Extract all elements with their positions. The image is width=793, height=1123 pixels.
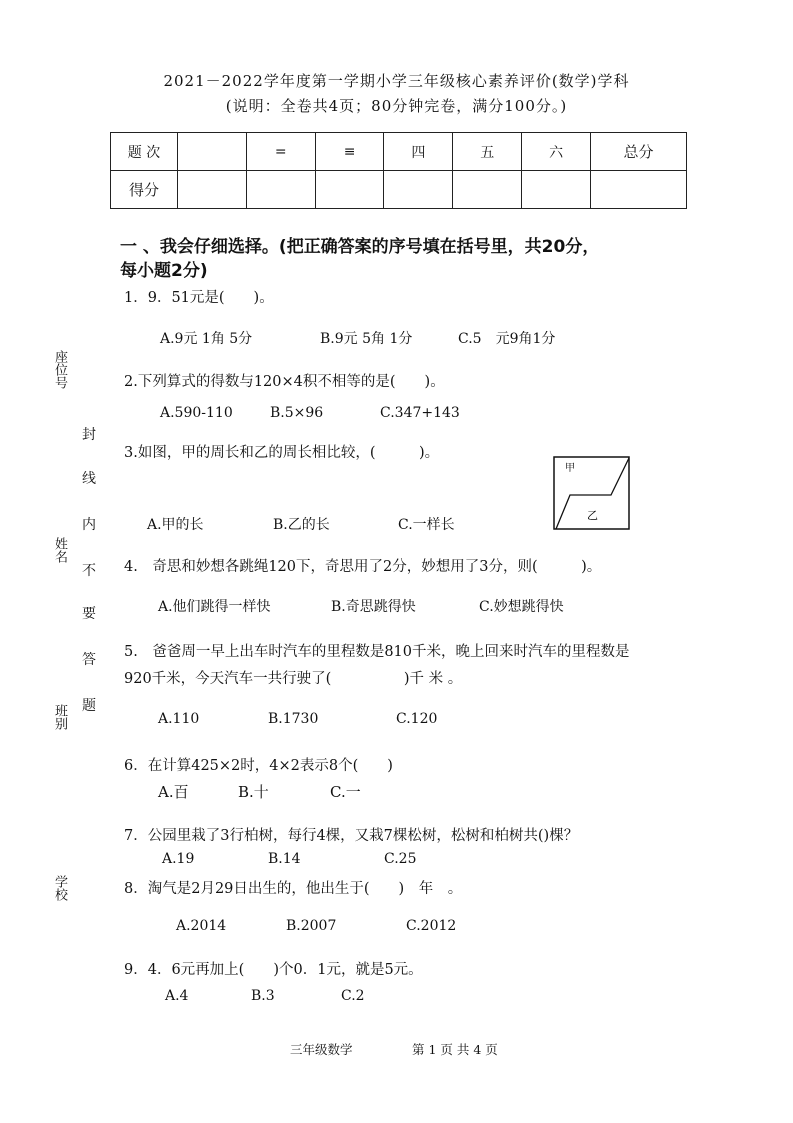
seat-number-label: 座位号 [52,350,67,389]
option-c: C.5 元9角1分 [458,331,556,347]
score-entry-cell[interactable] [315,171,384,209]
question-7: 7．公园里栽了3行柏树，每行4棵，又栽7棵松树，松树和柏树共()棵？ [124,828,579,844]
score-table [110,132,687,209]
option-b: B.9元 5角 1分 [320,331,413,347]
option-b: B.3 [251,988,275,1004]
option-a: A.甲的长 [147,517,204,533]
score-entry-cell[interactable] [453,171,522,209]
score-cell: 题 次 [111,133,178,171]
option-b: B.5×96 [270,405,324,421]
score-cell: 五 [453,133,522,171]
question-2: 2.下列算式的得数与120×4积不相等的是( )。 [124,374,445,390]
option-c: C.120 [396,711,438,727]
option-c: C.妙想跳得快 [479,599,564,615]
seal-char: 要 [82,606,96,622]
option-a: A.2014 [176,918,227,934]
section-title-cont: 每小题2分) [120,261,208,281]
seal-char: 线 [82,471,96,487]
score-entry-cell[interactable] [522,171,591,209]
score-entry-cell[interactable] [384,171,453,209]
option-b: B.奇思跳得快 [331,599,416,615]
score-cell: 得分 [111,171,178,209]
option-a: A.他们跳得一样快 [158,599,271,615]
seal-char: 答 [82,652,96,668]
question-1: 1．9．51元是( )。 [124,290,274,306]
school-label: 学校 [52,875,67,901]
score-cell: ≡ [315,133,384,171]
question-9: 9．4．6元再加上( )个0．1元，就是5元。 [124,962,423,978]
score-cell: 六 [522,133,591,171]
score-entry-cell[interactable] [591,171,687,209]
option-c: C.2 [341,988,365,1004]
option-a: A.9元 1角 5分 [160,331,253,347]
question-6: 6．在计算425×2时，4×2表示8个( ) [124,758,393,774]
option-b: B.14 [268,851,301,867]
score-cell: = [246,133,315,171]
score-table-header-row [111,133,687,171]
question-3: 3.如图，甲的周长和乙的周长相比较，( )。 [124,445,440,461]
seal-char: 题 [82,698,96,714]
option-b: B.十 [238,783,269,801]
perimeter-figure [553,455,630,531]
option-a: A.4 [165,988,189,1004]
figure-label-jia: 甲 [565,463,575,474]
option-c: C.一 [330,783,361,801]
score-entry-cell[interactable] [178,171,247,209]
question-5-cont: 920千米，今天汽车一共行驶了( )千 米 。 [124,671,463,687]
question-5: 5. 爸爸周一早上出车时汽车的里程数是810千米，晚上回来时汽车的里程数是 [124,644,630,660]
score-entry-cell[interactable] [246,171,315,209]
exam-title: 2021－2022学年度第一学期小学三年级核心素养评价(数学)学科 [163,72,630,90]
figure-label-yi: 乙 [587,509,598,522]
seal-char: 内 [82,517,96,533]
class-label: 班别 [52,704,67,730]
option-b: B.乙的长 [273,517,330,533]
option-c: C.2012 [406,918,457,934]
score-cell: 四 [384,133,453,171]
question-4: 4. 奇思和妙想各跳绳120下，奇思用了2分，妙想用了3分，则( )。 [124,559,602,575]
footer-subject: 三年级数学 [290,1042,353,1057]
score-table-score-row [111,171,687,209]
option-c: C.一样长 [398,517,455,533]
footer-page-number: 第 1 页 共 4 页 [412,1042,498,1057]
option-a: A.百 [158,783,189,801]
option-a: A.19 [162,851,195,867]
option-a: A.110 [158,711,200,727]
score-cell: 总分 [591,133,687,171]
exam-instructions: (说明：全卷共4页；80分钟完卷，满分100分。) [225,97,568,115]
score-cell [178,133,247,171]
question-8: 8．淘气是2月29日出生的，他出生于( ) 年 。 [124,881,463,897]
option-b: B.1730 [268,711,319,727]
option-c: C.25 [384,851,417,867]
option-b: B.2007 [286,918,337,934]
option-a: A.590-110 [160,405,233,421]
name-label: 姓名 [52,537,67,563]
seal-char: 不 [82,563,96,579]
option-c: C.347+143 [380,405,460,421]
seal-char: 封 [82,427,96,443]
section-title: 一 、我会仔细选择。(把正确答案的序号填在括号里，共20分， [120,237,600,257]
